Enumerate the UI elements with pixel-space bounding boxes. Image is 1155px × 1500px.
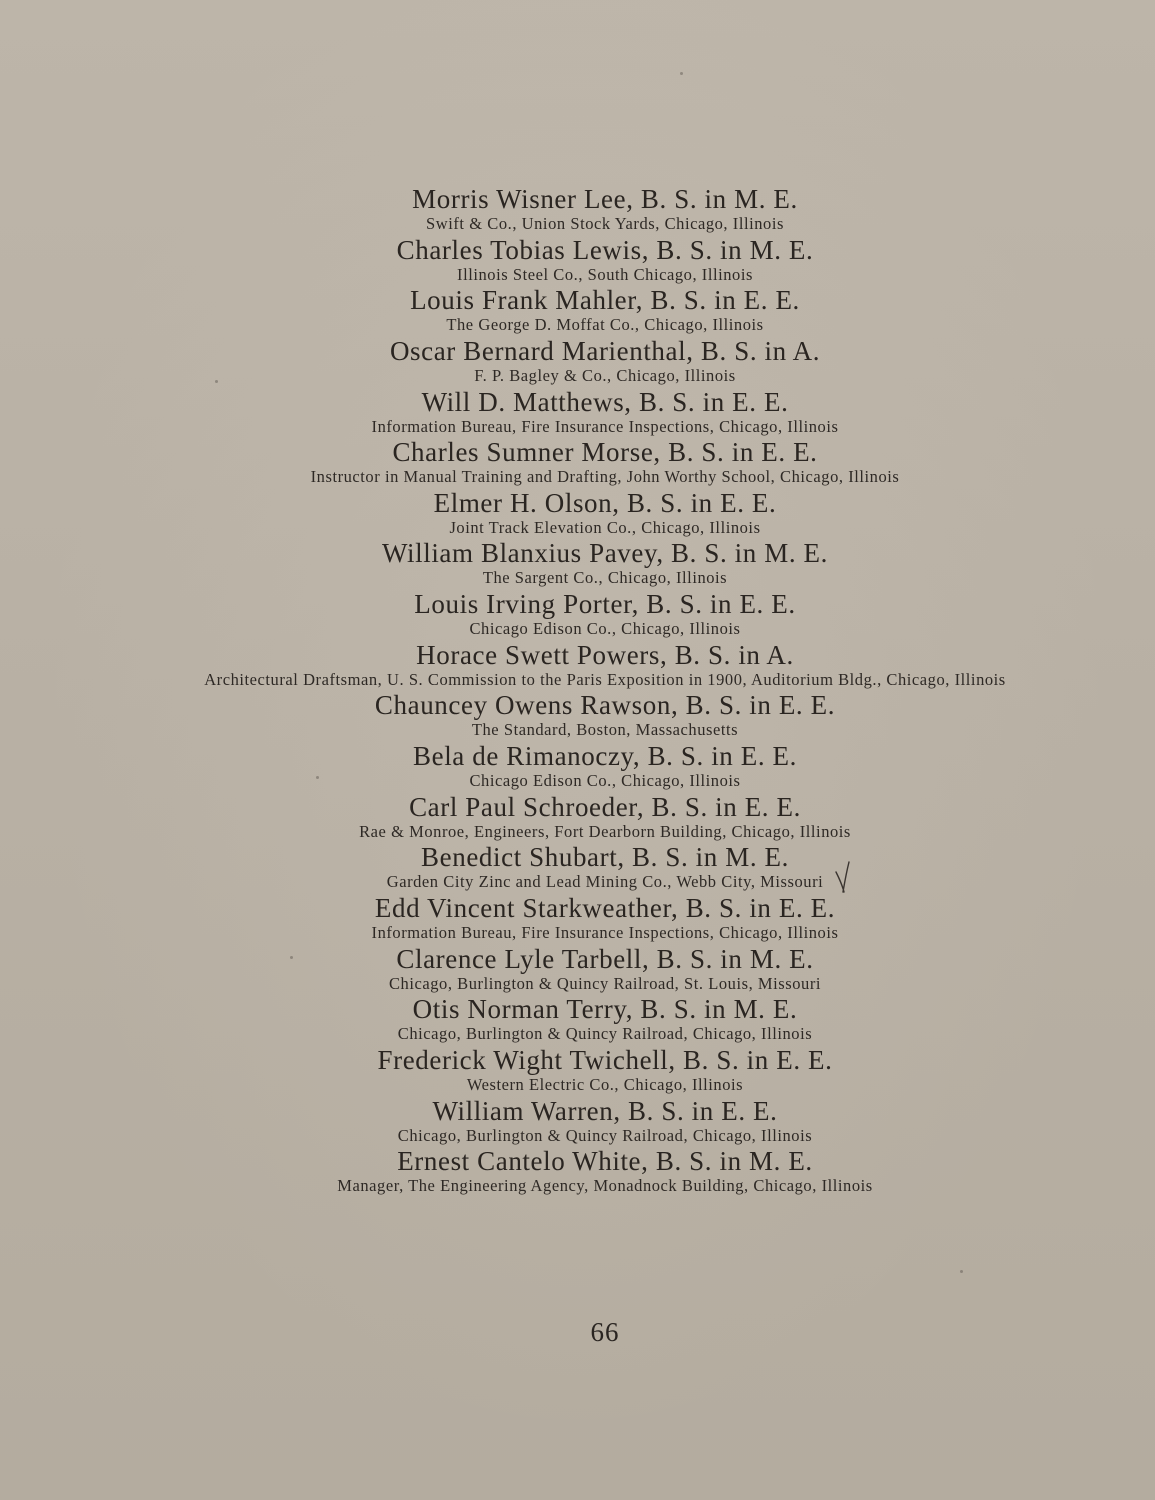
alumni-name: Carl Paul Schroeder, B. S. in E. E. (409, 791, 801, 822)
alumni-affiliation: Chicago Edison Co., Chicago, Illinois (469, 619, 741, 639)
alumni-affiliation: Garden City Zinc and Lead Mining Co., Webb City, Missouri (386, 872, 824, 892)
alumni-name: Morris Wisner Lee, B. S. in M. E. (412, 184, 798, 214)
alumni-affiliation: Western Electric Co., Chicago, Illinois (466, 1074, 744, 1094)
alumni-entry (0, 538, 1155, 589)
alumni-affiliation: Rae & Monroe, Engineers, Fort Dearborn Building, Chicago, Illinois (359, 821, 851, 841)
alumni-entry (0, 944, 1155, 995)
alumni-entry (0, 488, 1155, 539)
alumni-entry (0, 387, 1155, 438)
alumni-affiliation: Chicago, Burlington & Quincy Railroad, Chicago, Illinois (397, 1024, 813, 1044)
alumni-affiliation: The Sargent Co., Chicago, Illinois (482, 568, 728, 588)
alumni-entry (0, 1146, 1155, 1197)
alumni-affiliation: Instructor in Manual Training and Drafting, John Worthy School, Chicago, Illinois (310, 467, 900, 487)
alumni-entry (0, 184, 1155, 235)
alumni-affiliation: Chicago, Burlington & Quincy Railroad, Chicago, Illinois (397, 1125, 813, 1145)
alumni-entry (0, 640, 1155, 691)
alumni-entry (0, 842, 1155, 893)
alumni-entry (0, 994, 1155, 1045)
alumni-name: Bela de Rimanoczy, B. S. in E. E. (413, 741, 797, 772)
alumni-name: Otis Norman Terry, B. S. in M. E. (412, 994, 798, 1025)
alumni-affiliation: F. P. Bagley & Co., Chicago, Illinois (474, 365, 736, 385)
alumni-affiliation: Chicago, Burlington & Quincy Railroad, St. Louis, Missouri (388, 973, 821, 993)
alumni-name: Louis Irving Porter, B. S. in E. E. (414, 589, 796, 620)
paper-speck (290, 956, 293, 959)
alumni-name: Charles Sumner Morse, B. S. in E. E. (392, 437, 818, 468)
alumni-name: Benedict Shubart, B. S. in M. E. (421, 842, 789, 873)
alumni-entry (0, 690, 1155, 741)
alumni-name: William Warren, B. S. in E. E. (432, 1095, 778, 1126)
alumni-name: Horace Swett Powers, B. S. in A. (416, 639, 794, 670)
paper-speck (215, 380, 218, 383)
alumni-affiliation: Joint Track Elevation Co., Chicago, Illinois (449, 517, 761, 537)
alumni-name: Louis Frank Mahler, B. S. in E. E. (410, 285, 800, 316)
handwritten-check-mark (833, 860, 853, 894)
alumni-affiliation: Illinois Steel Co., South Chicago, Illinois (457, 264, 753, 284)
paper-speck (680, 72, 683, 75)
alumni-affiliation: Chicago Edison Co., Chicago, Illinois (469, 771, 741, 791)
alumni-name: Oscar Bernard Marienthal, B. S. in A. (389, 335, 821, 366)
alumni-entry (0, 893, 1155, 944)
paper-speck (960, 1270, 963, 1273)
alumni-affiliation: Information Bureau, Fire Insurance Inspections, Chicago, Illinois (371, 922, 839, 942)
alumni-entry (0, 741, 1155, 792)
page-number: 66 (590, 1317, 620, 1347)
alumni-entry (0, 1096, 1155, 1147)
alumni-name: William Blanxius Pavey, B. S. in M. E. (382, 538, 828, 569)
alumni-name: Will D. Matthews, B. S. in E. E. (421, 386, 789, 417)
alumni-entry (0, 437, 1155, 488)
alumni-name: Clarence Lyle Tarbell, B. S. in M. E. (396, 943, 814, 974)
paper-speck (316, 776, 319, 779)
alumni-entry (0, 285, 1155, 336)
alumni-affiliation: The Standard, Boston, Massachusetts (471, 720, 739, 740)
alumni-list (0, 184, 1155, 1197)
alumni-affiliation: The George D. Moffat Co., Chicago, Illinois (446, 315, 764, 335)
alumni-name: Charles Tobias Lewis, B. S. in M. E. (396, 234, 814, 265)
alumni-entry (0, 792, 1155, 843)
alumni-affiliation: Information Bureau, Fire Insurance Inspections, Chicago, Illinois (371, 416, 839, 436)
alumni-name: Chauncey Owens Rawson, B. S. in E. E. (374, 690, 836, 721)
alumni-name: Elmer H. Olson, B. S. in E. E. (433, 487, 777, 518)
alumni-name: Edd Vincent Starkweather, B. S. in E. E. (374, 892, 836, 923)
alumni-affiliation: Manager, The Engineering Agency, Monadnock Building, Chicago, Illinois (337, 1176, 873, 1196)
alumni-entry (0, 1045, 1155, 1096)
alumni-affiliation: Swift & Co., Union Stock Yards, Chicago, Illinois (426, 214, 784, 233)
alumni-entry (0, 235, 1155, 286)
alumni-entry (0, 589, 1155, 640)
alumni-entry (0, 336, 1155, 387)
alumni-name: Ernest Cantelo White, B. S. in M. E. (397, 1146, 813, 1177)
alumni-affiliation: Architectural Draftsman, U. S. Commission to the Paris Exposition in 1900, Auditorium Bldg., Chicago, Illinois (204, 669, 1006, 689)
alumni-name: Frederick Wight Twichell, B. S. in E. E. (377, 1044, 833, 1075)
